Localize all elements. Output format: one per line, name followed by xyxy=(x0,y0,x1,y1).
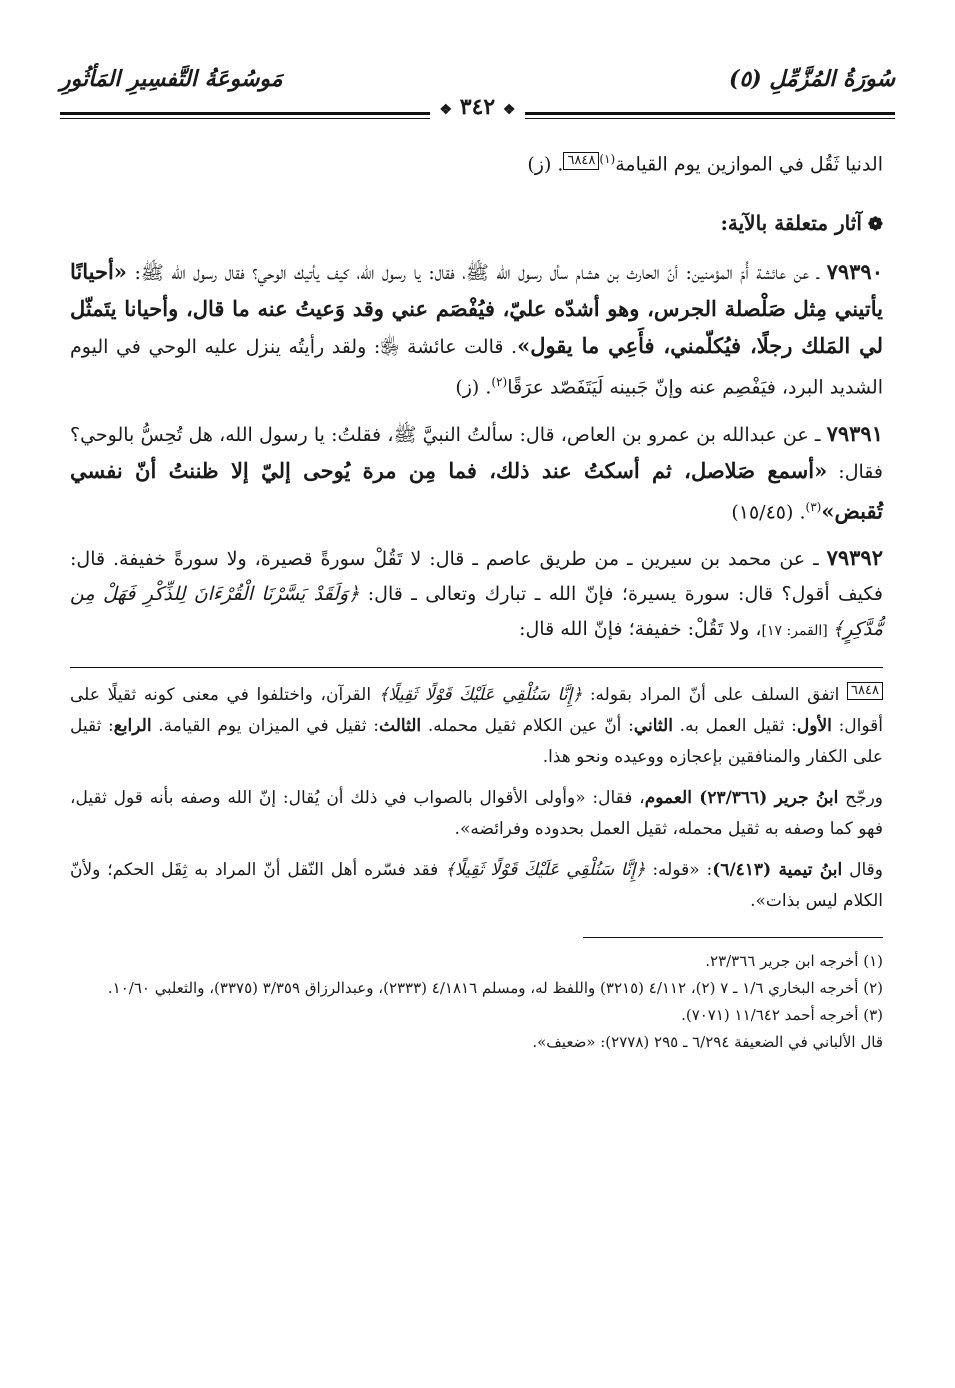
intro-text: الدنيا ثَقُل في الموازين يوم القيامة xyxy=(615,153,883,176)
athar-item xyxy=(70,254,883,405)
athar-text: ـ عن محمد بن سيرين ـ من طريق عاصم ـ قال: لا تَقُلْ سورةً قصيرة، ولا سورةً خفيفة. قال: فكيف أقول؟ قال: سورة يسيرة؛ فإنّ الله ـ تبارك وتعالى ـ قال: xyxy=(70,547,883,605)
tafsir-note xyxy=(70,783,883,845)
quran-verse: ﴿إِنَّا سَنُلْقِي عَلَيْكَ قَوْلًا ثَقِيلًا﴾ xyxy=(445,859,646,880)
athar-tail: . (١٥/٤٥) xyxy=(731,500,806,523)
hadith-text: «أحيانًا يأتيني مِثل صَلْصلة الجرس، وهو أشدّه عليّ، فيُفْصَم عني وقد وَعيتُ عنه ما قال، وأحيانا يتَمثّل لي المَلك رجلًا، فيُكلّمني، فأَعِي ما يقول» xyxy=(70,259,883,359)
ornament-icon: ❖ xyxy=(439,102,453,118)
opinion-text: : ثقيل العمل به. xyxy=(672,715,797,736)
athar-item xyxy=(70,540,883,649)
flower-ornament-icon: ❁ xyxy=(867,214,883,236)
opinion-text: : ثقيل على الكفار والمنافقين بإعجازه ووعيده ونحو هذا. xyxy=(70,715,883,767)
note-text: ، فقال: «وأولى الأقوال بالصواب في ذلك أن يُقال: إنّ الله وصفه بأنه قول ثقيل، فهو كما وصفه به ثقيل محمله، ثقيل العمل بحدوده وفرائضه». xyxy=(70,787,883,839)
note-text: : «قوله: xyxy=(645,859,713,880)
athar-item xyxy=(70,416,883,530)
opinion-text: : ثقيل في الميزان يوم القيامة. xyxy=(151,715,380,736)
quran-verse: ﴿إِنَّا سَنُلْقِي عَلَيْكَ قَوْلًا ثَقِيلًا﴾ xyxy=(378,684,583,705)
note-text: فقد فسّره أهل النّقل أنّ المراد به ثِقَل الحكم؛ ولأنّ الكلام ليس بذات». xyxy=(70,859,883,911)
intro-line xyxy=(70,142,883,182)
opinion-label: الثالث xyxy=(379,715,422,736)
tafsir-note xyxy=(70,680,883,773)
verse-reference: [القمر: ١٧] xyxy=(761,622,833,639)
footnote: قال الألباني في الضعيفة ٦/٢٩٤ ـ ٢٩٥ (٢٧٧٨): «ضعيف». xyxy=(532,1032,883,1051)
note-ref-box: ٦٨٤٨ xyxy=(847,682,883,700)
page-number-block xyxy=(430,94,526,120)
hadith-text: «أسمع صَلاصل، ثم أسكتُ عند ذلك، فما مِن مرة يُوحى إليّ إلا ظننتُ أنّ نفسي تُقبض» xyxy=(70,457,883,523)
note-text: وقال xyxy=(842,859,883,880)
footnotes-divider xyxy=(583,937,883,938)
athar-number: ٧٩٣٩٢ xyxy=(826,544,883,570)
opinion-label: الثاني xyxy=(633,715,673,736)
scholar-name: ابنُ تيمية (٦/٤١٣) xyxy=(712,859,843,880)
athar-text-2: . قالت عائشة ﵂: ولقد رأيتُه ينزل عليه الوحي في اليوم الشديد البرد، فيَفْصِم عنه وإنّ جَبينه لَيَتَفَصّد عرَقًا xyxy=(70,336,883,399)
footnote: (١) أخرجه ابن جرير ٢٣/٣٦٦. xyxy=(705,951,883,970)
surah-title: سُورَةُ المُزَّمِّلِ (٥) xyxy=(728,66,895,92)
footnote-marker: (٣) xyxy=(805,499,822,514)
footnote: (٢) أخرجه البخاري ١/٦ ـ ٧ (٢)، ٤/١١٢ (٣٢١٥) واللفظ له، ومسلم ٤/١٨١٦ (٢٣٣٣)، وعبدالرزاق ٣/٣٥٩ (٣٣٧٥)، والثعلبي ١٠/٦٠. xyxy=(107,978,883,997)
note-text: القرآن، واختلفوا في معنى كونه ثقيلًا على أقوال: xyxy=(70,684,884,736)
opinion-label: الرابع xyxy=(113,715,152,736)
intro-tail: . (ز) xyxy=(527,153,564,176)
athar-text: ـ عن عائشة أُمّ المؤمنين: أنّ الحارث بن هشام سأل رسول الله ﷺ، فقال: يا رسول الله، كيف يأتيك الوحي؟ فقال رسول الله ﷺ: xyxy=(126,262,827,285)
page-header xyxy=(60,58,895,128)
opinion-label: الأول xyxy=(796,715,832,736)
opinion-text: : أنّ عين الكلام ثقيل محمله. xyxy=(421,715,634,736)
cross-ref-box: ٦٨٤٨ xyxy=(563,152,599,170)
book-title: مَوسُوعَةُ التَّفسِيرِ المَأثُورِ xyxy=(60,66,283,92)
footnote: (٣) أخرجه أحمد ١١/٦٤٢ (٧٠٧١). xyxy=(681,1005,883,1024)
athar-number: ٧٩٣٩١ xyxy=(826,420,883,446)
note-text: اتفق السلف على أنّ المراد بقوله: xyxy=(582,684,848,705)
section-heading xyxy=(70,206,883,242)
page-body xyxy=(70,142,883,1056)
tafsir-note xyxy=(70,855,883,917)
footnote-marker: (١) xyxy=(599,152,616,166)
athar-number: ٧٩٣٩٠ xyxy=(826,259,883,285)
quran-verse: ﴿وَلَقَدْ يَسَّرْنَا الْقُرْءَانَ لِلذِّكْرِ فَهَلْ مِن مُّدَّكِرٍ﴾ xyxy=(70,582,883,640)
athar-tail: . (ز) xyxy=(455,376,492,399)
ornament-icon: ❖ xyxy=(502,102,516,118)
page-number: ٣٤٢ xyxy=(459,94,496,120)
notes-divider xyxy=(70,667,883,668)
athar-text-2: ، ولا تَقُلْ: خفيفة؛ فإنّ الله قال: xyxy=(519,617,762,640)
athar-text: ـ عن عبدالله بن عمرو بن العاص، قال: سألتُ النبيَّ ﷺ، فقلتُ: يا رسول الله، هل تُحِسُّ بالوحي؟ فقال: xyxy=(70,423,883,483)
section-heading-text: آثار متعلقة بالآية: xyxy=(720,211,862,236)
footnote-marker: (٢) xyxy=(491,375,508,390)
scholar-name: ابنُ جرير (٢٣/٣٦٦) العموم xyxy=(644,787,839,808)
note-text: ورجّح xyxy=(838,787,884,808)
